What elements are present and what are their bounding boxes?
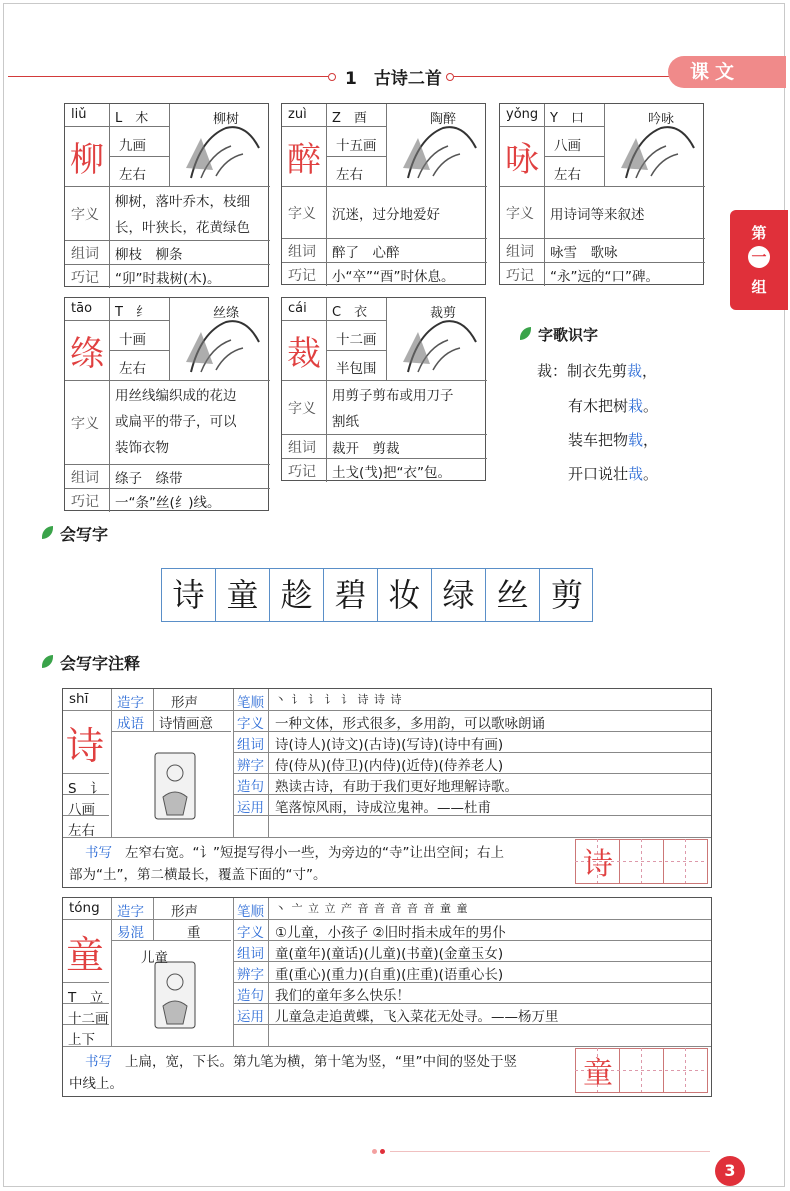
grid-line: [109, 126, 169, 127]
words: 醉了 心醉: [332, 245, 400, 261]
grid-line: [63, 982, 109, 983]
grid-line: [544, 126, 604, 127]
note-structure: 上下: [68, 1032, 95, 1048]
radical: Z 酉: [332, 111, 367, 126]
idiom: 重: [187, 925, 201, 941]
unit-tab-number: 一: [748, 246, 770, 268]
practice-char: 童: [583, 1056, 613, 1091]
grid-line: [282, 380, 487, 381]
char-card: [281, 297, 486, 481]
grid-line: [65, 240, 270, 241]
meaning-line: 用剪子剪布或用刀子: [332, 388, 454, 404]
header-rule-left: [8, 76, 328, 77]
row-label: 造句: [237, 779, 264, 795]
words-label: 组词: [71, 246, 99, 262]
meaning-line: 长，叶狭长，花黄绿色: [115, 220, 250, 236]
note-illustration: [133, 739, 225, 833]
write-char: 剪: [550, 576, 583, 614]
pinyin: yǒng: [506, 107, 539, 122]
grid-line: [111, 689, 112, 837]
memory-tip: 土戈(𢦏)把“衣”包。: [332, 465, 452, 481]
write-char: 碧: [324, 569, 378, 621]
idiom-label: 成语: [117, 716, 144, 732]
footer-dot: [372, 1149, 377, 1154]
grid-line: [63, 837, 711, 838]
radical: C 衣: [332, 305, 368, 320]
song-line: 开口说壮哉。: [568, 465, 659, 483]
structure: 左右: [119, 361, 146, 377]
grid-line: [63, 773, 109, 774]
note-strokes: 八画: [68, 802, 95, 818]
footer-dot: [380, 1149, 385, 1154]
grid-line: [109, 104, 110, 186]
grid-line: [282, 434, 487, 435]
grid-line: [500, 126, 544, 127]
grid-line: [109, 380, 110, 512]
note-hanzi: 诗: [66, 724, 105, 768]
grid-line: [544, 186, 545, 286]
note-strokes: 十二画: [68, 1011, 109, 1027]
memory-tip: “卯”时栽树(木)。: [115, 271, 221, 287]
write-line: 上扁，宽，下长。第九笔为横，第十笔为竖，“里”中间的竖处于竖: [125, 1054, 517, 1070]
char-card: [64, 297, 269, 511]
tip-label: 巧记: [288, 268, 316, 284]
make-type: 形声: [171, 904, 198, 920]
structure: 左右: [554, 167, 581, 183]
stroke-order: 丶 亠 立 立 产 音 音 音 音 音 童 童: [275, 902, 469, 915]
memory-tip: 一“条”丝(纟)线。: [115, 495, 221, 511]
row-label: 辨字: [237, 967, 264, 983]
stroke-count: 十画: [119, 332, 146, 348]
notes-heading: 会写字注释: [60, 654, 141, 673]
meaning-line: 用丝线编织成的花边: [115, 388, 237, 404]
stroke-count: 十五画: [336, 138, 377, 154]
grid-line: [109, 350, 169, 351]
meaning-line: 割纸: [332, 414, 359, 430]
grid-line: [326, 350, 386, 351]
grid-line: [153, 898, 154, 940]
grid-line: [326, 126, 386, 127]
page-number: 3: [715, 1156, 745, 1186]
note-pinyin: tóng: [69, 900, 100, 916]
grid-line: [282, 262, 487, 263]
row-text: 儿童急走追黄蝶，飞入菜花无处寻。——杨万里: [275, 1009, 559, 1025]
stroke-count: 九画: [119, 138, 146, 154]
meaning-line: 用诗词等来叙述: [550, 207, 645, 223]
order-label: 笔顺: [237, 904, 264, 920]
make-type: 形声: [171, 695, 198, 711]
grid-line: [63, 919, 109, 920]
row-text: 重(重心)(重力)(自重)(庄重)(语重心长): [275, 967, 504, 983]
tip-label: 巧记: [288, 464, 316, 480]
footer-rule: [390, 1151, 710, 1152]
stroke-count: 八画: [554, 138, 581, 154]
illustration-sketch: [133, 739, 225, 833]
grid-line: [326, 104, 327, 186]
words: 柳枝 柳条: [115, 247, 183, 263]
illustration-caption: 吟咏: [648, 112, 675, 127]
row-text: 童(童年)(童话)(儿童)(书童)(金童玉女): [275, 946, 504, 962]
grid-line: [63, 710, 711, 711]
structure: 左右: [119, 167, 146, 183]
unit-side-tab: [730, 210, 788, 310]
write-line: 部为“土”，第二横最长，覆盖下面的“寸”。: [69, 867, 327, 883]
pinyin: liǔ: [71, 107, 87, 122]
grid-line: [169, 104, 170, 186]
structure: 半包围: [336, 361, 377, 377]
grid-line: [500, 186, 705, 187]
meaning-line: 柳树，落叶乔木，枝细: [115, 194, 250, 210]
write-line: 左窄右宽。“讠”短提写得小一些，为旁边的“寺”让出空间；右上: [125, 845, 504, 861]
write-char: 丝: [486, 569, 540, 621]
row-label: 运用: [237, 1009, 264, 1025]
grid-line: [268, 898, 269, 1046]
write-heading: 会写字: [60, 525, 109, 544]
grid-line: [282, 238, 487, 239]
grid-line: [109, 298, 110, 380]
grid-line: [63, 919, 711, 920]
song-line: 装车把物载，: [568, 431, 659, 449]
grid-line: [544, 156, 604, 157]
section-tab: 课文: [668, 56, 786, 88]
grid-line: [386, 104, 387, 186]
write-char: 趁: [270, 569, 324, 621]
stroke-count: 十二画: [336, 332, 377, 348]
meaning-label: 字义: [506, 206, 534, 222]
header-dot: [328, 73, 336, 81]
grid-line: [282, 186, 487, 187]
practice-char: 诗: [583, 847, 613, 882]
row-text: ①儿童，小孩子 ②旧时指未成年的男仆: [275, 925, 506, 941]
grid-line: [109, 186, 110, 288]
words-label: 组词: [288, 440, 316, 456]
structure: 左右: [336, 167, 363, 183]
words-label: 组词: [71, 470, 99, 486]
meaning-label: 字义: [288, 401, 316, 417]
header-rule-right: [454, 76, 670, 77]
grid-line: [63, 1046, 711, 1047]
row-text: 熟读古诗，有助于我们更好地理解诗歌。: [275, 779, 518, 795]
illustration-caption: 儿童: [141, 950, 168, 966]
words: 绦子 绦带: [115, 471, 183, 487]
write-char-grid: [161, 568, 593, 622]
unit-tab-part3: 组: [751, 278, 767, 296]
write-char: 诗: [162, 569, 216, 621]
row-label: 字义: [237, 925, 264, 941]
hanzi: 柳: [70, 140, 104, 180]
note-radical: S 讠: [68, 781, 104, 797]
hanzi: 裁: [287, 334, 321, 374]
note-radical: T 立: [68, 990, 104, 1006]
tip-label: 巧记: [71, 494, 99, 510]
pinyin: tāo: [71, 301, 93, 316]
illustration-caption: 柳树: [213, 112, 240, 127]
radical: Y 口: [550, 111, 584, 126]
grid-line: [544, 104, 545, 186]
idiom: 诗情画意: [159, 716, 213, 732]
grid-line: [386, 298, 387, 380]
words-label: 组词: [506, 244, 534, 260]
illustration-caption: 丝绦: [213, 306, 240, 321]
song-line: 有木把树栽。: [568, 397, 659, 415]
illustration-caption: 裁剪: [430, 306, 457, 321]
grid-line: [326, 186, 327, 286]
grid-line: [282, 320, 326, 321]
row-label: 组词: [237, 737, 264, 753]
hanzi: 绦: [70, 334, 104, 374]
grid-line: [169, 298, 170, 380]
row-text: 侍(侍从)(侍卫)(内侍)(近侍)(侍养老人): [275, 758, 504, 774]
pinyin: zuì: [288, 107, 307, 122]
write-char: 绿: [432, 569, 486, 621]
row-label: 运用: [237, 800, 264, 816]
hanzi: 咏: [505, 140, 539, 180]
row-text: 诗(诗人)(诗文)(古诗)(写诗)(诗中有画): [275, 737, 504, 753]
grid-line: [326, 298, 327, 380]
meaning-label: 字义: [71, 207, 99, 223]
grid-line: [153, 689, 154, 731]
meaning-label: 字义: [288, 206, 316, 222]
grid-line: [326, 320, 386, 321]
row-label: 组词: [237, 946, 264, 962]
write-char: 妆: [378, 569, 432, 621]
illustration-caption: 陶醉: [430, 112, 457, 127]
unit-tab-part1: 第: [751, 224, 767, 242]
row-text: 笔落惊风雨，诗成泣鬼神。——杜甫: [275, 800, 491, 816]
grid-line: [500, 238, 705, 239]
radical: T 纟: [115, 305, 149, 320]
note-table: [62, 688, 712, 888]
grid-line: [111, 898, 112, 1046]
row-label: 字义: [237, 716, 264, 732]
pinyin: cái: [288, 301, 307, 316]
words-label: 组词: [288, 244, 316, 260]
row-label: 辨字: [237, 758, 264, 774]
char-card: [64, 103, 269, 287]
row-text: 我们的童年多么快乐！: [275, 988, 410, 1004]
idiom-label: 易混: [117, 925, 144, 941]
header-dot: [446, 73, 454, 81]
memory-tip: 小“卒”“酉”时休息。: [332, 269, 455, 285]
lesson-title: 1 古诗二首: [345, 69, 442, 89]
tip-label: 巧记: [506, 268, 534, 284]
char-card: [499, 103, 704, 285]
stroke-order: 丶 讠 讠 讠 讠 诗 诗 诗: [275, 693, 403, 706]
grid-line: [109, 320, 169, 321]
write-label: 书写: [85, 845, 112, 861]
grid-line: [326, 380, 327, 482]
grid-line: [65, 464, 270, 465]
note-hanzi: 童: [66, 933, 105, 977]
grid-line: [65, 264, 270, 265]
write-char: 童: [216, 569, 270, 621]
grid-line: [500, 262, 705, 263]
meaning-line: 或扁平的带子，可以: [115, 414, 237, 430]
grid-line: [65, 186, 270, 187]
grid-line: [282, 458, 487, 459]
row-text: 一种文体，形式很多，多用韵，可以歌咏朗诵: [275, 716, 545, 732]
grid-line: [268, 689, 269, 837]
words: 裁开 剪裁: [332, 441, 400, 457]
grid-line: [63, 710, 109, 711]
hanzi: 醉: [287, 140, 321, 180]
tip-label: 巧记: [71, 270, 99, 286]
song-line: 裁：制衣先剪裁，: [537, 362, 658, 380]
song-heading: 字歌识字: [538, 326, 599, 344]
note-structure: 左右: [68, 823, 95, 839]
note-table: [62, 897, 712, 1097]
memory-tip: “永”远的“口”碑。: [550, 269, 659, 285]
meaning-line: 装饰衣物: [115, 440, 169, 456]
order-label: 笔顺: [237, 695, 264, 711]
grid-line: [604, 104, 605, 186]
grid-line: [65, 380, 270, 381]
grid-line: [282, 126, 326, 127]
grid-line: [65, 320, 109, 321]
meaning-line: 沉迷，过分地爱好: [332, 207, 440, 223]
grid-line: [233, 689, 234, 837]
grid-line: [65, 488, 270, 489]
grid-line: [326, 156, 386, 157]
meaning-label: 字义: [71, 416, 99, 432]
write-label: 书写: [85, 1054, 112, 1070]
grid-line: [65, 126, 109, 127]
grid-line: [233, 898, 234, 1046]
grid-line: [109, 156, 169, 157]
words: 咏雪 歌咏: [550, 245, 618, 261]
note-pinyin: shī: [69, 691, 89, 707]
row-label: 造句: [237, 988, 264, 1004]
make-label: 造字: [117, 695, 144, 711]
radical: L 木: [115, 111, 149, 126]
write-line: 中线上。: [69, 1076, 123, 1092]
char-card: [281, 103, 486, 285]
make-label: 造字: [117, 904, 144, 920]
